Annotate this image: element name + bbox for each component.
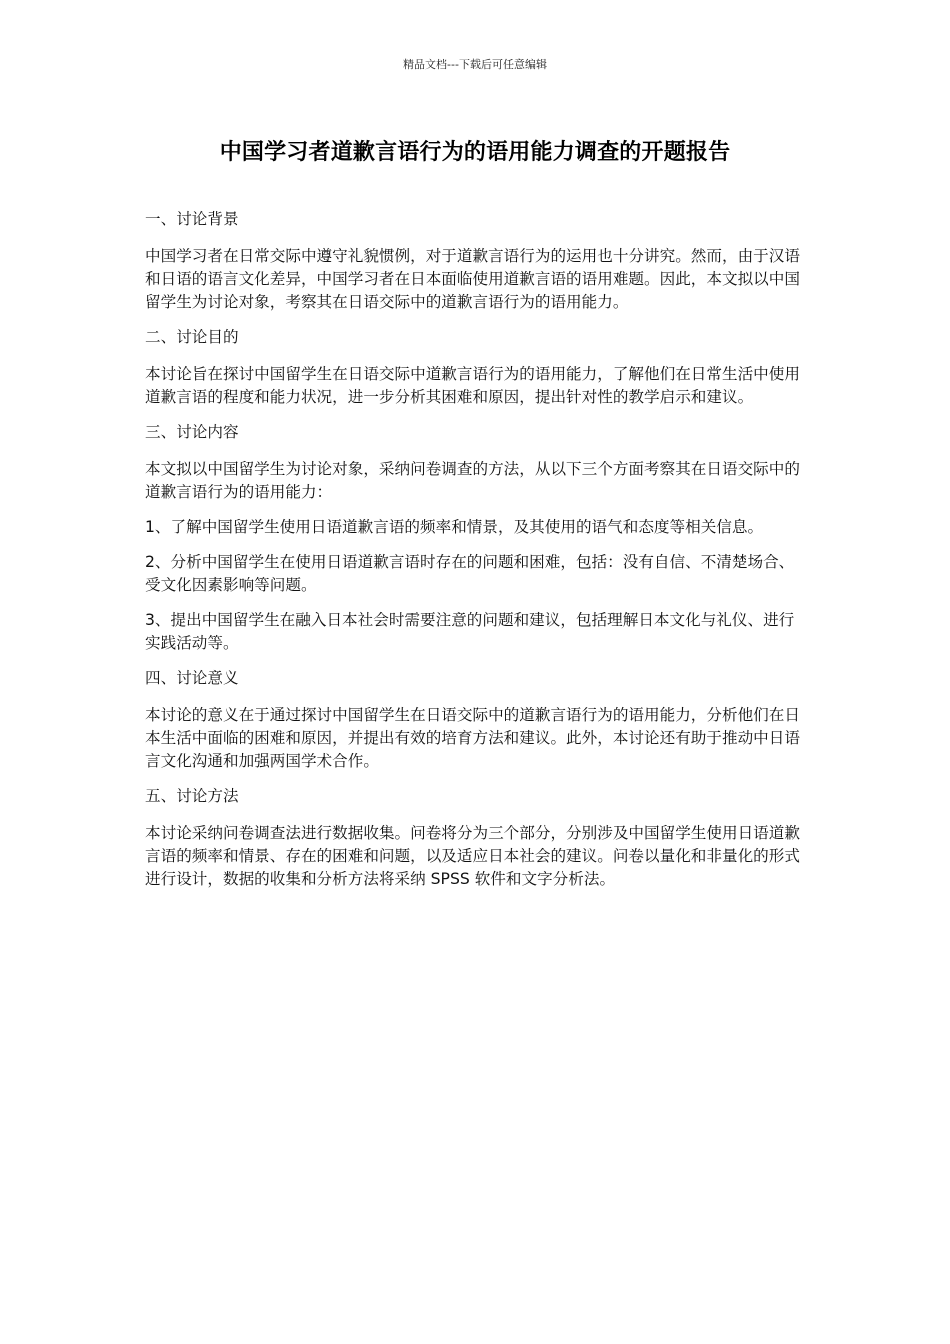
- list-item: 2、分析中国留学生在使用日语道歉言语时存在的问题和困难，包括：没有自信、不清楚场合、受文化因素影响等问题。: [145, 553, 795, 594]
- document-title: 中国学习者道歉言语行为的语用能力调查的开题报告: [219, 140, 731, 165]
- document-body: [145, 208, 807, 903]
- paragraph: 本讨论采纳问卷调查法进行数据收集。问卷将分为三个部分，分别涉及中国留学生使用日语道歉言语的频率和情景、存在的困难和问题，以及适应日本社会的建议。问卷以量化和非量化的形式进行设计，数据的收集和分析方法将采纳 SPSS 软件和文字分析法。: [145, 824, 800, 888]
- page-header: 精品文档---下载后可任意编辑: [403, 58, 547, 71]
- section-heading: 二、讨论目的: [145, 328, 239, 346]
- section-method: [145, 785, 807, 891]
- paragraph: 中国学习者在日常交际中遵守礼貌惯例，对于道歉言语行为的运用也十分讲究。然而，由于汉语和日语的语言文化差异，中国学习者在日本面临使用道歉言语的语用难题。因此，本文拟以中国留学生为讨论对象，考察其在日语交际中的道歉言语行为的语用能力。: [145, 247, 800, 311]
- section-heading: 四、讨论意义: [145, 669, 239, 687]
- section-significance: [145, 667, 807, 773]
- paragraph: 本讨论的意义在于通过探讨中国留学生在日语交际中的道歉言语行为的语用能力，分析他们在日本生活中面临的困难和原因，并提出有效的培育方法和建议。此外，本讨论还有助于推动中日语言文化沟通和加强两国学术合作。: [145, 706, 800, 770]
- section-heading: 五、讨论方法: [145, 787, 239, 805]
- list-item: 1、了解中国留学生使用日语道歉言语的频率和情景，及其使用的语气和态度等相关信息。: [145, 518, 764, 536]
- section-heading: 三、讨论内容: [145, 423, 239, 441]
- section-purpose: [145, 326, 807, 409]
- paragraph: 本讨论旨在探讨中国留学生在日语交际中道歉言语行为的语用能力，了解他们在日常生活中使用道歉言语的程度和能力状况，进一步分析其困难和原因，提出针对性的教学启示和建议。: [145, 365, 800, 406]
- section-heading: 一、讨论背景: [145, 210, 239, 228]
- section-background: [145, 208, 807, 314]
- list-item: 3、提出中国留学生在融入日本社会时需要注意的问题和建议，包括理解日本文化与礼仪、进行实践活动等。: [145, 611, 795, 652]
- paragraph: 本文拟以中国留学生为讨论对象，采纳问卷调查的方法，从以下三个方面考察其在日语交际中的道歉言语行为的语用能力：: [145, 460, 800, 501]
- section-content: [145, 421, 807, 655]
